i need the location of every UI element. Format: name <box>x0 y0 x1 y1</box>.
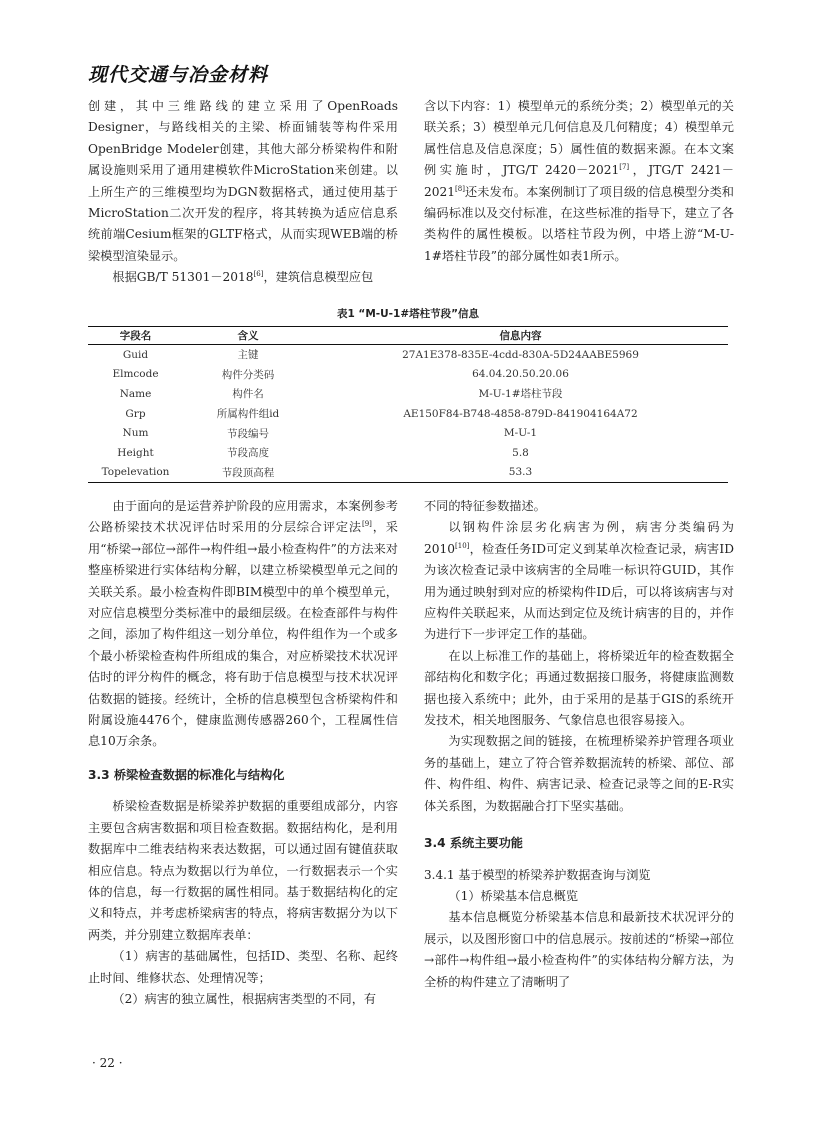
column-left-top <box>88 96 398 289</box>
info-table <box>88 326 728 483</box>
page-number: · 22 · <box>92 1056 123 1070</box>
text-run: ，采用“桥梁→部位→部件→构件组→最小检查构件”的方法来对整座桥梁进行实体结构分解，以建立桥梁模型单元之间的关联关系。最小检查构件即BIM模型中的单个模型单元，对应信息模型分类标准中的最细层级。在检查部件与构件之间，添加了构件组这一划分单位，构件组作为一个或多个最小桥梁检查构件所组成的集合，对应桥梁技术状况评估时的评分构件的概念，将有助于信息模型与技术状况评估数据的链接。经统计，全桥的信息模型包含桥梁构件和附属设施4476个，健康监测传感器260个，工程属性信息10万余条。 <box>88 520 398 749</box>
table-cell: 53.3 <box>313 463 728 483</box>
subsection-heading: 3.4.1 基于模型的桥梁养护数据查询与浏览 <box>424 867 651 882</box>
paragraph <box>88 267 398 288</box>
paragraph <box>88 496 398 753</box>
table-row <box>88 443 728 463</box>
paragraph: 为实现数据之间的链接，在梳理桥梁养护管理各项业务的基础上，建立了符合管养数据流转的桥梁、部位、部件、构件组、构件、病害记录、检查记录等之间的E-R实体关系图，为数据融合打下坚实基础。 <box>424 734 734 813</box>
table-row <box>88 463 728 483</box>
paragraph: 不同的特征参数描述。 <box>424 499 546 513</box>
table-cell: 5.8 <box>512 446 529 459</box>
column-right-top <box>424 96 734 267</box>
text-run: 以钢构件涂层劣化病害为例，病害分类编码为2010 <box>424 520 734 556</box>
section-heading: 3.3 桥梁检查数据的标准化与结构化 <box>88 767 285 782</box>
table-row <box>88 423 728 443</box>
table-cell: 27A1E378-835E-4cdd-830A-5D24AABE5969 <box>402 348 639 361</box>
table-cell: Name <box>119 387 152 400</box>
paragraph: 创建，其中三维路线的建立采用了OpenRoads Designer，与路线相关的主梁、桥面铺装等构件采用OpenBridge Modeler创建，其他大部分桥梁构件和附属设施则采用了通用建模软件MicroStation来创建。以上所生产的三维模型均为DGN数据格式，通过使用基于MicroStation二次开发的程序，将其转换为适应信息系统前端Cesium框架的GLTF格式，从而实现WEB端的桥梁模型渲染显示。 <box>88 99 398 263</box>
citation: [9] <box>361 520 372 529</box>
table-row <box>88 365 728 385</box>
citation: [10] <box>455 541 470 550</box>
table-header: 字段名 <box>88 327 183 345</box>
table-cell: Elmcode <box>112 368 159 381</box>
paragraph <box>424 96 734 267</box>
table-cell: M-U-1#塔柱节段 <box>478 388 563 401</box>
table-header-row <box>88 327 728 345</box>
section-heading: 3.4 系统主要功能 <box>424 836 523 851</box>
table-cell: Num <box>122 427 149 440</box>
text-run: 由于面向的是运营养护阶段的应用需求，本案例参考公路桥梁技术状况评估时采用的分层综合评定法 <box>88 499 398 535</box>
text-run: ，建筑信息模型应包 <box>263 270 374 285</box>
table-row <box>88 384 728 404</box>
table-cell: 构件分类码 <box>221 368 275 381</box>
table-caption: 表1 “M-U-1#塔柱节段”信息 <box>336 308 480 320</box>
citation: [7] <box>619 163 630 172</box>
table-header: 含义 <box>183 327 313 345</box>
table-cell: 节段顶高程 <box>183 463 313 483</box>
table-cell: Topelevation <box>88 463 183 483</box>
paragraph: 桥梁检查数据是桥梁养护数据的重要组成部分，内容主要包含病害数据和项目检查数据。数据结构化，是利用数据库中二维表结构来表达数据，可以通过固有键值获取相应信息。特点为数据以行为单位，一行数据表示一个实体的信息，每一行数据的属性相同。基于数据结构化的定义和特点，并考虑桥梁病害的特点，将病害数据分为以下两类，并分别建立数据库表单： <box>88 799 398 942</box>
citation: [6] <box>253 270 264 279</box>
text-run: 还未发布。本案例制订了项目级的信息模型分类和编码标准以及交付标准，在这些标准的指导下，建立了各类构件的属性模板。以塔柱节段为例，中塔上游“M-U-1#塔柱节段”的部分属性如表1所示。 <box>424 184 734 263</box>
table-cell: 节段高度 <box>227 447 269 460</box>
table-cell: 节段编号 <box>227 427 269 440</box>
paragraph: 基本信息概览分桥梁基本信息和最新技术状况评分的展示，以及图形窗口中的信息展示。按前述的“桥梁→部位→部件→构件组→最小检查构件”的实体结构分解方法，为全桥的构件建立了清晰明了 <box>424 910 734 989</box>
table-cell: 所属构件组id <box>216 408 280 421</box>
text-run: 含以下内容：1）模型单元的系统分类；2）模型单元的关联关系；3）模型单元几何信息及几何精度；4）模型单元属性信息及信息深度；5）属性值的数据来源。在本文案例实施时，JTG/T 2420－2021 <box>424 99 734 178</box>
paragraph: （1）桥梁基本信息概览 <box>448 888 579 903</box>
column-right-bottom <box>424 496 734 993</box>
table-cell: 64.04.20.50.20.06 <box>472 368 569 381</box>
text-run: 根据GB/T 51301－2018 <box>112 270 254 285</box>
journal-title: 现代交通与冶金材料 <box>88 64 269 86</box>
table-cell: AE150F84-B748-4858-879D-841904164A72 <box>403 407 638 420</box>
table-row <box>88 345 728 365</box>
column-left-bottom <box>88 496 398 1010</box>
paragraph <box>424 517 734 645</box>
table-cell: Height <box>117 446 154 459</box>
table-cell: Grp <box>125 407 146 420</box>
table-cell: M-U-1 <box>503 427 538 440</box>
table-row <box>88 404 728 424</box>
table-cell: Guid <box>122 348 149 361</box>
text-run: ，JTG/T 2421－2021 <box>424 163 734 199</box>
paragraph: （1）病害的基础属性，包括ID、类型、名称、起终止时间、维修状态、处理情况等； <box>88 949 398 985</box>
table-header: 信息内容 <box>313 327 728 345</box>
citation: [8] <box>455 184 465 193</box>
paragraph: （2）病害的独立属性，根据病害类型的不同，有 <box>112 991 377 1006</box>
paragraph: 在以上标准工作的基础上，将桥梁近年的检查数据全部结构化和数字化；再通过数据接口服务，将健康监测数据也接入系统中；此外，由于采用的是基于GIS的系统开发技术，相关地图服务、气象信息也很容易接入。 <box>424 648 734 728</box>
table-cell: 主键 <box>237 349 259 362</box>
text-run: ，检查任务ID可定义到某单次检查记录，病害ID为该次检查记录中该病害的全局唯一标识符GUID，其作用为通过映射到对应的桥梁构件ID后，可以将该病害与对应构件关联起来，从而达到定位及统计病害的目的，并作为进行下一步评定工作的基础。 <box>424 541 734 642</box>
table-cell: 构件名 <box>232 388 264 401</box>
